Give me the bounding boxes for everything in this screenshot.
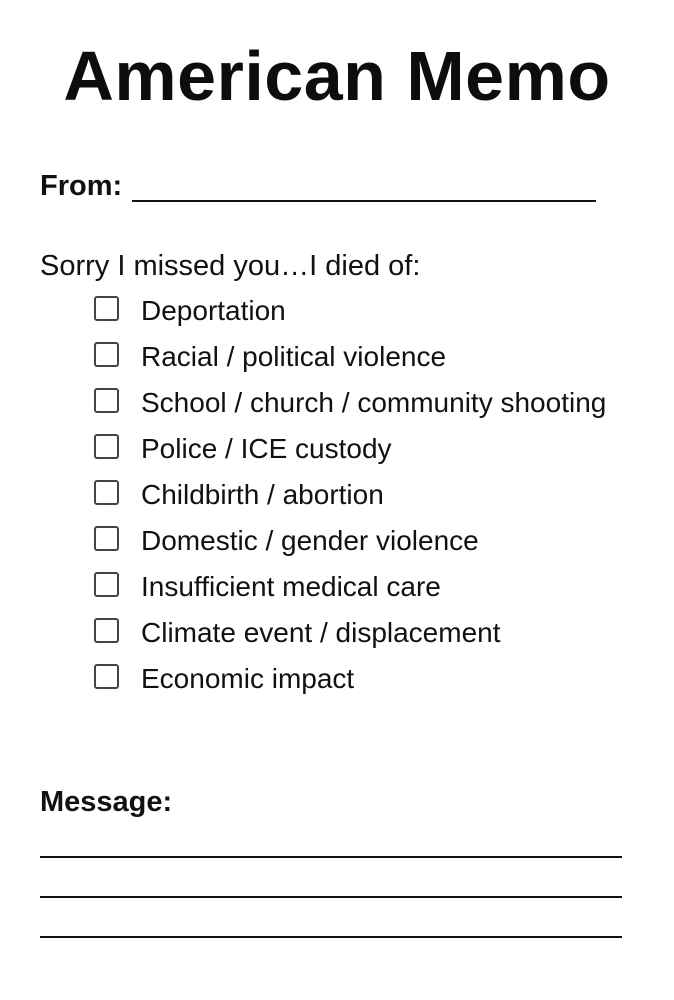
checkbox[interactable] <box>94 296 119 321</box>
option-label: Climate event / displacement <box>141 617 501 648</box>
message-line[interactable] <box>40 856 622 858</box>
cause-options-list <box>94 290 654 704</box>
option-climate-event-displacement[interactable] <box>94 612 654 653</box>
message-line[interactable] <box>40 936 622 938</box>
option-police-ice-custody[interactable] <box>94 428 654 469</box>
checkbox[interactable] <box>94 434 119 459</box>
option-label: Childbirth / abortion <box>141 479 384 510</box>
from-row <box>40 168 596 204</box>
page-title: American Memo <box>63 37 611 115</box>
checkbox[interactable] <box>94 388 119 413</box>
checkbox[interactable] <box>94 618 119 643</box>
option-domestic-gender-violence[interactable] <box>94 520 654 561</box>
option-label: Deportation <box>141 295 286 326</box>
option-racial-political-violence[interactable] <box>94 336 654 377</box>
option-school-church-community-shooting[interactable] <box>94 382 654 423</box>
option-economic-impact[interactable] <box>94 658 654 699</box>
intro-text: Sorry I missed you…I died of: <box>40 250 421 282</box>
option-label: Domestic / gender violence <box>141 525 479 556</box>
option-label: Economic impact <box>141 663 355 694</box>
checkbox[interactable] <box>94 480 119 505</box>
option-label: School / church / community shooting <box>141 387 607 418</box>
checkbox[interactable] <box>94 572 119 597</box>
option-label: Police / ICE custody <box>141 433 392 464</box>
option-childbirth-abortion[interactable] <box>94 474 654 515</box>
option-label: Insufficient medical care <box>141 571 441 602</box>
checkbox[interactable] <box>94 342 119 367</box>
message-line[interactable] <box>40 896 622 898</box>
from-blank-line[interactable] <box>132 200 596 202</box>
message-label: Message: <box>40 786 173 818</box>
checkbox[interactable] <box>94 664 119 689</box>
option-insufficient-medical-care[interactable] <box>94 566 654 607</box>
from-label: From: <box>40 170 123 202</box>
checkbox[interactable] <box>94 526 119 551</box>
option-deportation[interactable] <box>94 290 654 331</box>
option-label: Racial / political violence <box>141 341 447 372</box>
